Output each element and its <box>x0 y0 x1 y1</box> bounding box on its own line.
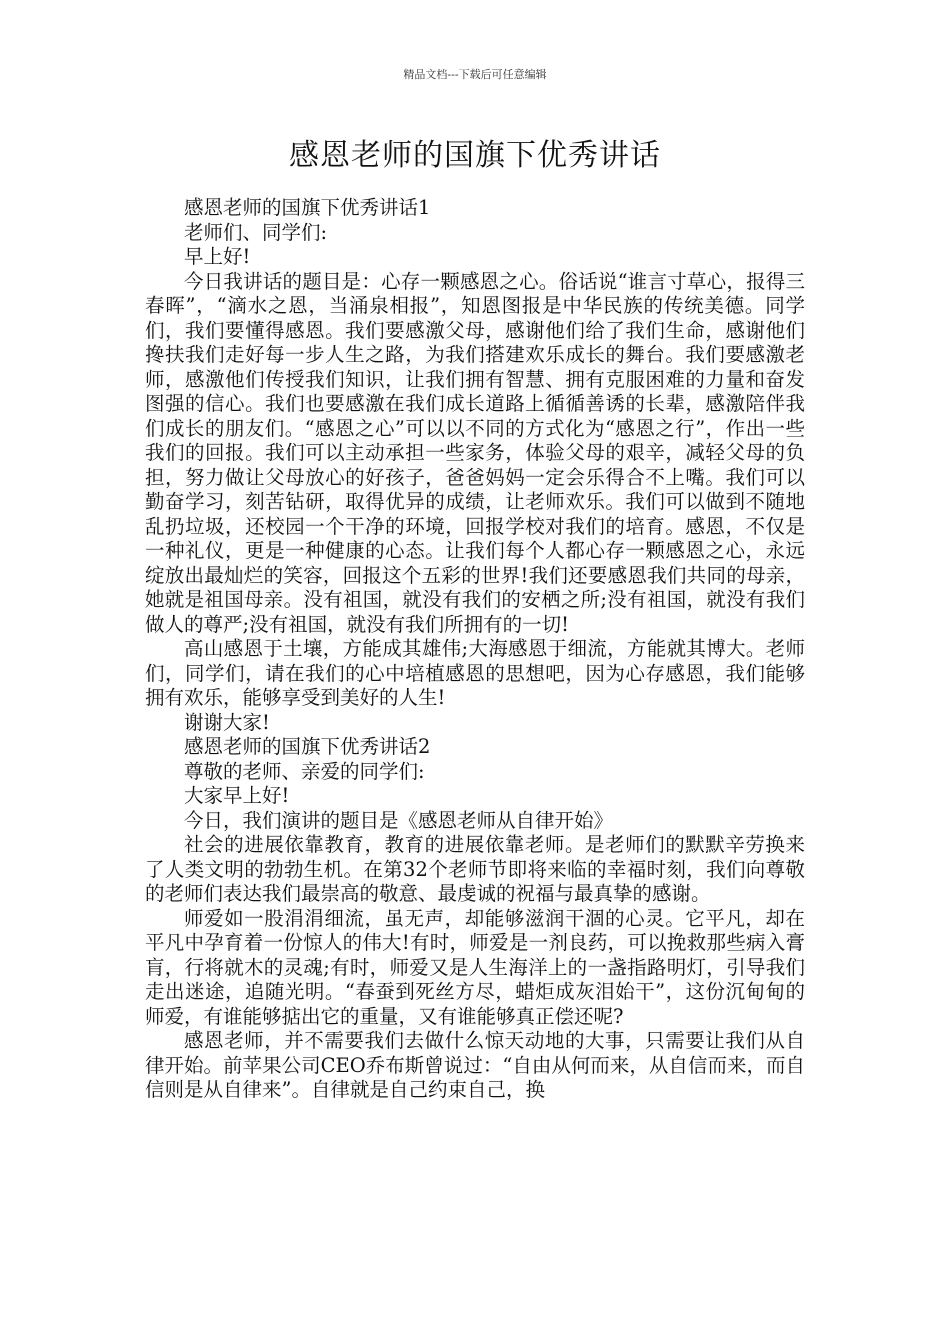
greeting: 大家早上好! <box>184 784 290 807</box>
document-title: 感恩老师的国旗下优秀讲话 <box>289 138 661 173</box>
document-body <box>145 196 805 1103</box>
greeting: 早上好! <box>184 245 251 268</box>
speech-heading-2: 感恩老师的国旗下优秀讲话2 <box>184 735 431 758</box>
body-paragraph: 高山感恩于土壤，方能成其雄伟;大海感恩于细流，方能就其博大。老师们，同学们，请在我们的心中培植感恩的思想吧，因为心存感恩，我们能够拥有欢乐，能够享受到美好的人生! <box>145 637 805 709</box>
salutation: 老师们、同学们: <box>184 220 328 244</box>
salutation: 尊敬的老师、亲爱的同学们: <box>184 759 425 783</box>
closing: 谢谢大家! <box>184 710 270 734</box>
body-paragraph: 师爱如一股涓涓细流，虽无声，却能够滋润干涸的心灵。它平凡，却在平凡中孕育着一份惊人的伟大!有时，师爱是一剂良药，可以挽救那些病入膏肓，行将就木的灵魂;有时，师爱又是人生海洋上的一盏指路明灯，引导我们走出迷途，追随光明。“春蚕到死丝方尽，蜡炬成灰泪始干”，这份沉甸甸的师爱，有谁能够掂出它的重量，又有谁能够真正偿还呢? <box>145 906 805 1028</box>
speech-topic: 今日，我们演讲的题目是《感恩老师从自律开始》 <box>184 808 614 832</box>
body-paragraph: 感恩老师，并不需要我们去做什么惊天动地的大事，只需要让我们从自律开始。前苹果公司CEO乔布斯曾说过：“自由从何而来，从自信而来，而自信则是从自律来”。自律就是自己约束自己，换 <box>145 1029 805 1101</box>
body-paragraph: 社会的进展依靠教育，教育的进展依靠老师。是老师们的默默辛劳换来了人类文明的勃勃生机。在第32个老师节即将来临的幸福时刻，我们向尊敬的老师们表达我们最崇高的敬意、最虔诚的祝福与最真挚的感谢。 <box>145 833 805 905</box>
speech-heading-1: 感恩老师的国旗下优秀讲话1 <box>184 196 431 219</box>
body-paragraph: 今日我讲话的题目是：心存一颗感恩之心。俗话说“谁言寸草心，报得三春晖”，“滴水之恩，当涌泉相报”，知恩图报是中华民族的传统美德。同学们，我们要懂得感恩。我们要感激父母，感谢他们给了我们生命，感谢他们搀扶我们走好每一步人生之路，为我们搭建欢乐成长的舞台。我们要感激老师，感激他们传授我们知识，让我们拥有智慧、拥有克服困难的力量和奋发图强的信心。我们也要感激在我们成长道路上循循善诱的长辈，感激陪伴我们成长的朋友们。“感恩之心”可以以不同的方式化为“感恩之行”，作出一些我们的回报。我们可以主动承担一些家务，体验父母的艰辛，减轻父母的负担，努力做让父母放心的好孩子，爸爸妈妈一定会乐得合不上嘴。我们可以勤奋学习，刻苦钻研，取得优异的成绩，让老师欢乐。我们可以做到不随地乱扔垃圾，还校园一个干净的环境，回报学校对我们的培育。感恩，不仅是一种礼仪，更是一种健康的心态。让我们每个人都心存一颗感恩之心，永远绽放出最灿烂的笑容，回报这个五彩的世界!我们还要感恩我们共同的母亲，她就是祖国母亲。没有祖国，就没有我们的安栖之所;没有祖国，就没有我们做人的尊严;没有祖国，就没有我们所拥有的一切! <box>145 269 805 636</box>
page-header: 精品文档---下载后可任意编辑 <box>403 68 547 81</box>
